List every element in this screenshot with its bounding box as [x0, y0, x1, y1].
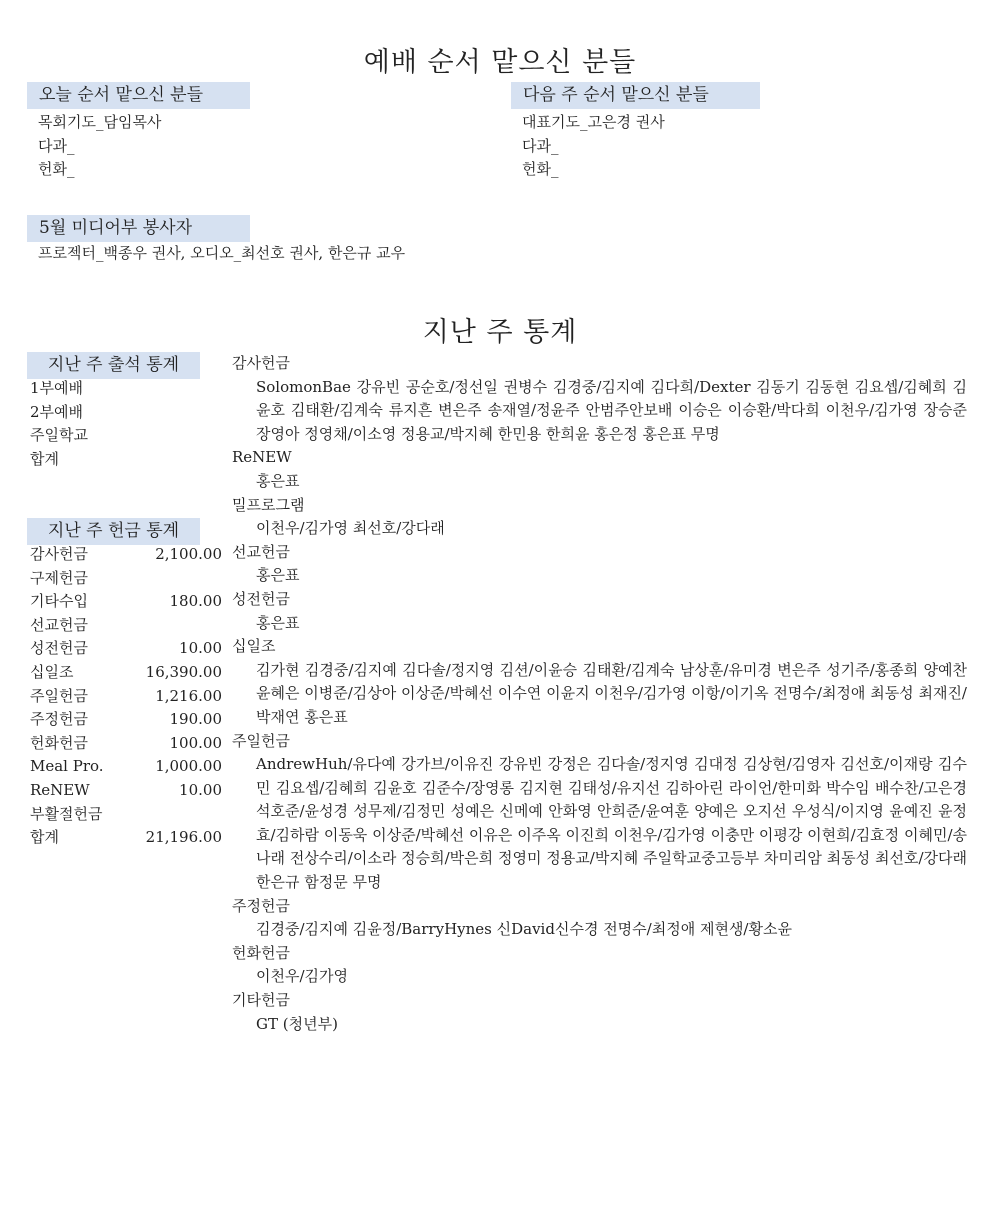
offering-row [30, 685, 222, 709]
offering-row [30, 803, 222, 827]
offering-label: 선교헌금 [30, 615, 88, 634]
offering-value: 180.00 [169, 592, 222, 611]
attendance-label: 1부예배 [30, 379, 84, 397]
offering-value [112, 614, 222, 638]
stats-title: 지난 주 통계 [422, 317, 578, 348]
offering-value: 190.00 [169, 710, 222, 729]
next-week-item: 대표기도_고은경 권사 [522, 113, 665, 131]
offering-value: 10.00 [179, 639, 222, 658]
attendance-label: 2부예배 [30, 402, 84, 421]
attendance-label: 주일학교 [30, 426, 88, 445]
offering-label: 십일조 [30, 662, 74, 681]
next-week-list [522, 111, 665, 182]
offering-value: 1,216.00 [155, 686, 222, 705]
attendance-value [112, 424, 222, 448]
offering-row [30, 708, 222, 732]
next-week-header: 다음 주 순서 맡으신 분들 [511, 82, 760, 109]
offering-value: 1,000.00 [155, 757, 222, 776]
attendance-row [30, 377, 222, 401]
media-volunteers: 프로젝터_백종우 권사, 오디오_최선호 권사, 한은규 교우 [38, 244, 406, 262]
attendance-value [112, 448, 222, 472]
offering-label: 감사헌금 [30, 545, 88, 563]
donor-names: 김가현 김경중/김지예 김다솔/정지영 김션/이윤승 김태환/김계숙 남상훈/유미경 변은주 성기주/홍종희 양예찬 윤혜은 이병준/김상아 이상준/박혜선 이수연 이윤지 이천우/김가영 이항/이기옥 전명수/최정애 최동성 최재진/박재연 홍은표 [256, 660, 967, 726]
offering-row [30, 543, 222, 567]
offering-table [30, 543, 222, 850]
donor-category: 밀프로그램 [232, 495, 305, 514]
today-item: 헌화_ [38, 160, 75, 179]
next-week-item: 다과_ [522, 136, 559, 155]
offering-value: 100.00 [169, 733, 222, 752]
offering-row [30, 826, 222, 850]
donor-names: AndrewHuh/유다예 강가브/이유진 강유빈 강정은 김다솔/정지영 김대정 김상현/김영자 김선호/이재랑 김수민 김요셉/김혜희 김윤호 김준수/장영롱 김지현 김태성/유지선 김하아린 라이언/한미화 박수임 배수찬/고은경 석호준/윤성경 성무제/김정민 성예은 신메예 안화영 안희준/윤여훈 양예은 오지선 우성식/이지영 윤예진 윤정효/김하람 이동욱 이상준/박혜선 이유은 이주옥 이진희 이천우/김가영 이충만 이평강 이현희/김효정 이혜민/송나래 전상수리/이소라 정승희/박은희 정영미 정용교/박지혜 주일학교중고등부 차미리암 최동성 최선호/강다래 한은규 함정문 무명 [256, 755, 967, 892]
offering-row [30, 661, 222, 685]
donor-names: 이천우/김가영 최선호/강다래 [256, 519, 445, 538]
page-title: 예배 순서 맡으신 분들 [363, 47, 637, 78]
donor-category: 감사헌금 [232, 354, 290, 372]
today-item: 다과_ [38, 136, 75, 155]
donor-category: ReNEW [232, 448, 292, 467]
media-header: 5월 미디어부 봉사자 [27, 215, 250, 242]
donor-names: 김경중/김지예 김윤정/BarryHynes 신David신수경 전명수/최정애 제현생/황소윤 [256, 920, 792, 939]
donor-names: 홍은표 [256, 613, 300, 632]
attendance-row [30, 448, 222, 472]
attendance-row [30, 424, 222, 448]
offering-row [30, 637, 222, 661]
offering-value [112, 803, 222, 827]
offering-value [112, 567, 222, 591]
offering-label: Meal Pro. [30, 757, 104, 776]
donor-names: 이천우/김가영 [256, 967, 348, 986]
donor-category: 헌화헌금 [232, 943, 290, 962]
offering-value: 2,100.00 [155, 545, 222, 563]
offering-header: 지난 주 헌금 통계 [27, 518, 200, 545]
offering-label: 부활절헌금 [30, 804, 103, 823]
offering-row [30, 614, 222, 638]
attendance-table [30, 377, 222, 471]
offering-value: 21,196.00 [145, 828, 222, 847]
offering-row [30, 590, 222, 614]
donor-names: GT (청년부) [256, 1014, 338, 1033]
donor-names: 홍은표 [256, 471, 300, 490]
donor-lists [232, 352, 967, 1036]
attendance-label: 합계 [30, 449, 59, 468]
offering-label: 구제헌금 [30, 568, 88, 587]
offering-row [30, 755, 222, 779]
offering-value: 16,390.00 [145, 662, 222, 681]
offering-value: 10.00 [179, 780, 222, 799]
attendance-value [112, 377, 222, 401]
donor-names: 홍은표 [256, 566, 300, 585]
offering-label: 성전헌금 [30, 639, 88, 658]
offering-label: 기타수입 [30, 592, 88, 611]
offering-label: 주일헌금 [30, 686, 88, 705]
offering-label: ReNEW [30, 780, 90, 799]
donor-names: SolomonBae 강유빈 공순호/정선일 권병수 김경중/김지예 김다희/Dexter 김동기 김동현 김요셉/김혜희 김윤호 김태환/김계숙 류지흔 변은주 송재열/정윤주 안범주안보배 이승은 이승환/박다희 이천우/김가영 장승준 장영아 정영채/이소영 정용교/박지혜 한민용 한희윤 홍은정 홍은표 무명 [256, 377, 967, 443]
attendance-row [30, 401, 222, 425]
donor-category: 주정헌금 [232, 896, 290, 915]
donor-category: 주일헌금 [232, 731, 290, 750]
attendance-value [112, 401, 222, 425]
today-item: 목회기도_담임목사 [38, 113, 162, 131]
today-list [38, 111, 161, 182]
donor-category: 기타헌금 [232, 991, 290, 1010]
donor-category: 선교헌금 [232, 542, 290, 561]
offering-label: 합계 [30, 828, 59, 847]
offering-row [30, 732, 222, 756]
attendance-header: 지난 주 출석 통계 [27, 352, 200, 379]
donor-category: 성전헌금 [232, 589, 290, 608]
offering-label: 헌화헌금 [30, 733, 88, 752]
offering-row [30, 567, 222, 591]
offering-row [30, 779, 222, 803]
donor-category: 십일조 [232, 637, 276, 656]
next-week-item: 헌화_ [522, 160, 559, 179]
today-header: 오늘 순서 맡으신 분들 [27, 82, 250, 109]
offering-label: 주정헌금 [30, 710, 88, 729]
